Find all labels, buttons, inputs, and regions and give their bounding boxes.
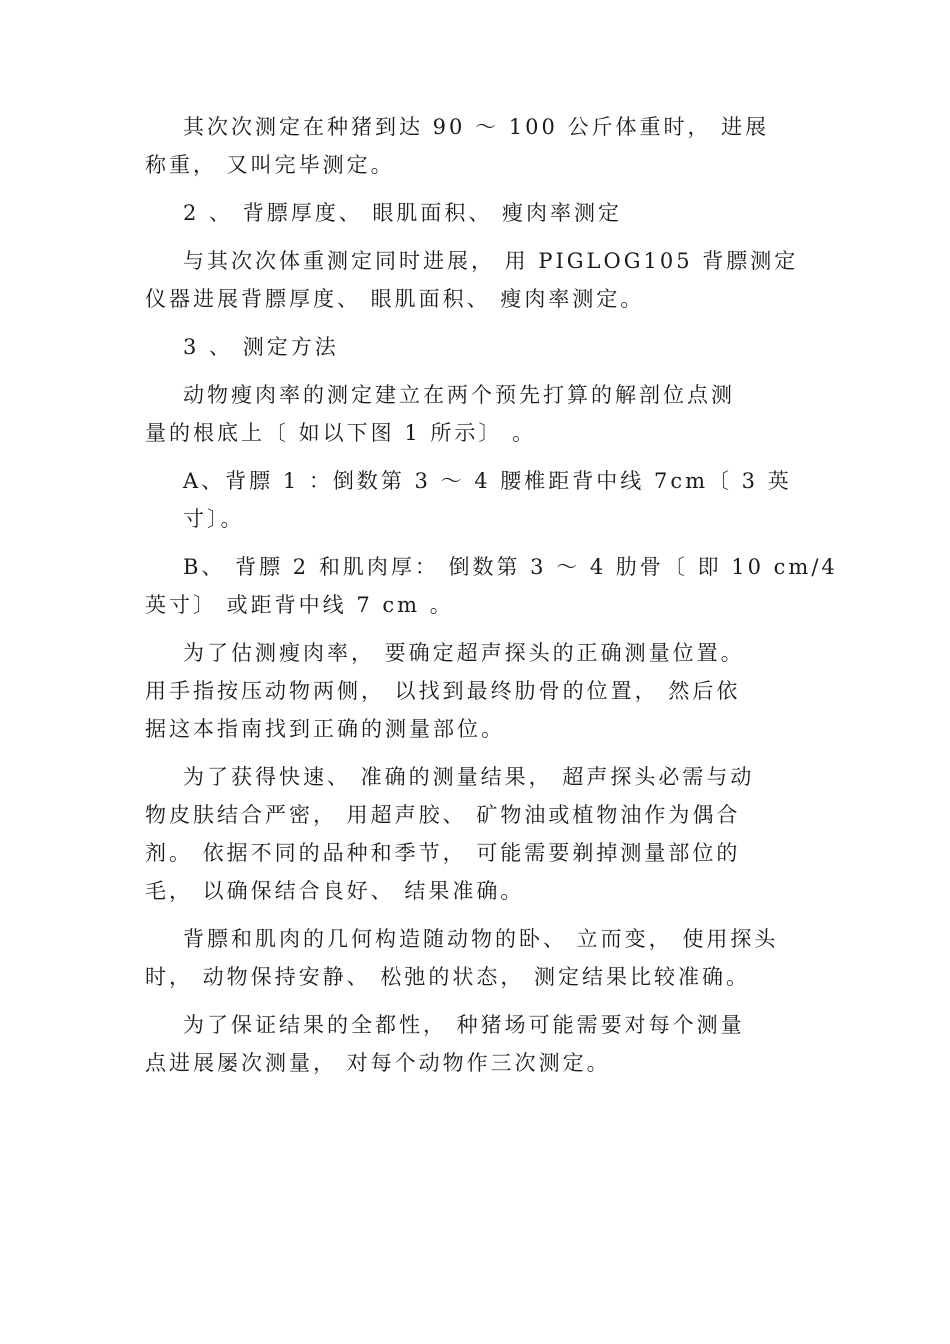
text-line: 毛， 以确保结合良好、 结果准确。	[145, 879, 525, 903]
list-item-b	[145, 548, 838, 624]
paragraph-probe-position	[145, 634, 825, 748]
document-body	[145, 108, 838, 1092]
text-line: 寸〕。	[183, 507, 245, 531]
text-line: B、 背膘 2 和肌肉厚： 倒数第 3 ～ 4 肋骨〔 即 10 cm/4	[183, 555, 838, 579]
text-line: 为了估测瘦肉率， 要确定超声探头的正确测量位置。	[183, 641, 745, 665]
paragraph-piglog	[145, 242, 825, 318]
text-line: 其次次测定在种猪到达 90 ～ 100 公斤体重时， 进展	[183, 115, 770, 139]
text-line: 3 、 测定方法	[183, 335, 339, 359]
paragraph-consistency	[145, 1006, 825, 1082]
text-line: 称重， 又叫完毕测定。	[145, 153, 395, 177]
text-line: 英寸〕 或距背中线 7 cm 。	[145, 593, 454, 617]
text-line: 为了保证结果的全都性， 种猪场可能需要对每个测量	[183, 1013, 745, 1037]
text-line: 与其次次体重测定同时进展， 用 PIGLOG105 背膘测定	[183, 249, 799, 273]
text-line: 点进展屡次测量， 对每个动物作三次测定。	[145, 1051, 611, 1075]
text-line: 2 、 背膘厚度、 眼肌面积、 瘦肉率测定	[183, 201, 623, 225]
text-line: 为了获得快速、 准确的测量结果， 超声探头必需与动	[183, 765, 755, 789]
text-line: A、背膘 1 ：倒数第 3 ～ 4 腰椎距背中线 7cm〔 3 英	[183, 469, 792, 493]
text-line: 据这本指南找到正确的测量部位。	[145, 717, 505, 741]
text-line: 用手指按压动物两侧， 以找到最终肋骨的位置， 然后依	[145, 679, 741, 703]
text-line: 仪器进展背膘厚度、 眼肌面积、 瘦肉率测定。	[145, 287, 645, 311]
section-heading-method	[145, 328, 825, 366]
text-line: 物皮肤结合严密， 用超声胶、 矿物油或植物油作为偶合	[145, 803, 741, 827]
paragraph-final-weighing	[145, 108, 825, 184]
text-line: 时， 动物保持安静、 松弛的状态， 测定结果比较准确。	[145, 965, 751, 989]
text-line: 背膘和肌肉的几何构造随动物的卧、 立而变， 使用探头	[183, 927, 779, 951]
paragraph-posture	[145, 920, 825, 996]
paragraph-method-intro	[145, 376, 825, 452]
section-heading-backfat	[145, 194, 825, 232]
text-line: 剂。 依据不同的品种和季节， 可能需要剃掉测量部位的	[145, 841, 741, 865]
list-item-a	[145, 462, 825, 538]
paragraph-coupling	[145, 758, 825, 910]
text-line: 动物瘦肉率的测定建立在两个预先打算的解剖位点测	[183, 383, 735, 407]
text-line: 量的根底上〔 如以下图 1 所示〕 。	[145, 421, 537, 445]
